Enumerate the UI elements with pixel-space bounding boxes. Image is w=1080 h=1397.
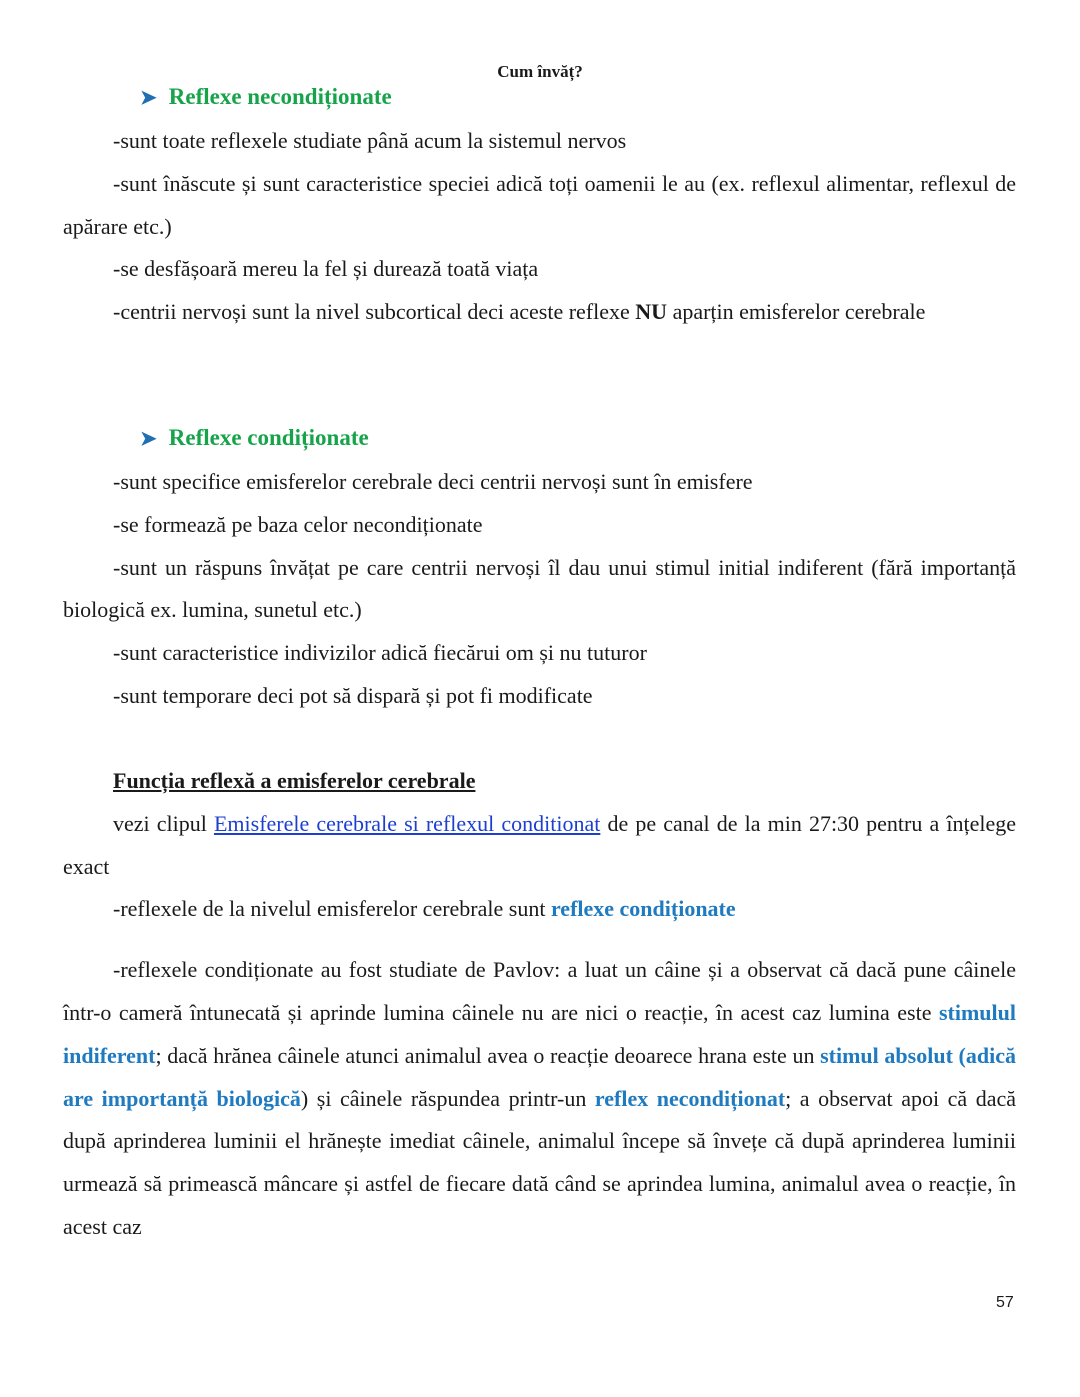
heading-text: Reflexe condiționate [168,425,369,450]
highlight-text: reflex necondiționat [594,1085,786,1111]
text: ) și câinele răspundea printr-un [300,1085,595,1111]
text: ; a observat apoi că dacă după aprinderea luminii el hrănește imediat câinele, animalul începe să învețe că după aprinderea luminii urmează să primească mâncare și astfel de fiecare dată când se aprindea lumina, animalul avea o reacție, în acest caz [63,1085,1017,1239]
paragraph: -sunt specifice emisferelor cerebrale deci centrii nervoși sunt în emisfere [113,469,753,494]
heading-text: Reflexe necondiționate [168,84,392,109]
paragraph [63,888,1016,931]
arrow-bullet-icon: ➤ [140,87,157,109]
page-header: Cum învăț? [497,62,583,81]
text: ; dacă hrănea câinele atunci animalul avea o reacție deoarece hrana este un [155,1042,821,1068]
paragraph: -sunt un răspuns învățat pe care centrii nervoși îl dau unui stimul initial indiferent (fără importanță biologică ex. lumina, sunetul etc.) [63,554,1016,623]
text: de pe canal de la min 27:30 pentru a înțelege exact [63,810,1016,879]
highlight-text: stimul absolut (adică are importanță biologică [63,1042,1016,1111]
highlight-text: stimulul indiferent [63,999,1016,1068]
paragraph: -se desfășoară mereu la fel și durează toată viața [113,256,539,282]
section-heading-reflex-function: Funcția reflexă a emisferelor cerebrale [113,768,476,793]
paragraph [63,949,1016,1249]
text: -centrii nervoși sunt la nivel subcortical deci aceste reflexe [113,299,636,325]
page-number: 57 [996,1294,1014,1311]
paragraph [63,803,1016,889]
arrow-bullet-icon: ➤ [140,428,157,450]
paragraph: -sunt caracteristice indivizilor adică fiecărui om și nu tuturor [113,640,647,666]
text: aparțin emisferelor cerebrale [667,299,926,325]
section-heading-conditioned [140,425,369,451]
paragraph [63,291,1016,334]
section-reflex-function [63,760,1016,1249]
section-unconditioned-body [63,120,1016,334]
section-heading-unconditioned [140,84,392,110]
paragraph: -se formează pe baza celor necondiționate [113,511,483,537]
paragraph: -sunt înăscute și sunt caracteristice speciei adică toți oamenii le au (ex. reflexul alimentar, reflexul de apărare etc.) [63,170,1016,239]
paragraph: -sunt toate reflexele studiate până acum la sistemul nervos [113,128,627,153]
section-conditioned-body [63,461,1016,718]
text: -reflexele de la nivelul emisferelor cerebrale sunt [113,896,551,922]
text: -reflexele condiționate au fost studiate de Pavlov: a luat un câine și a observat că dacă pune câinele într-o cameră întunecată și aprinde lumina câinele nu are nici o reacție, în acest caz lumina este [63,957,1016,1025]
text: vezi clipul [113,810,214,836]
video-link[interactable]: Emisferele cerebrale si reflexul conditionat [213,810,601,836]
highlight-text: reflexe condiționate [550,896,736,922]
paragraph: -sunt temporare deci pot să dispară și pot fi modificate [113,682,593,708]
emphasis-text: NU [635,299,668,325]
